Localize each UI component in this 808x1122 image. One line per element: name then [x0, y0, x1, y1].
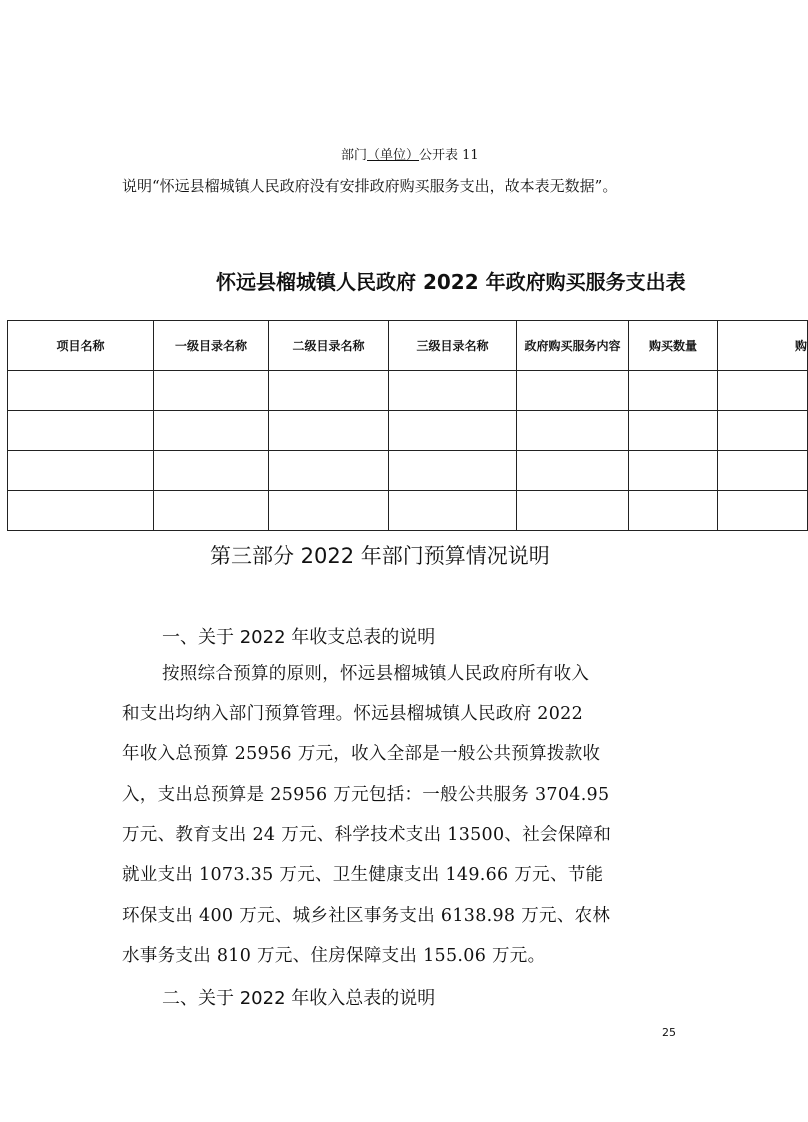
table-cell [629, 411, 718, 451]
table-cell [389, 411, 517, 451]
table-number-label [341, 144, 479, 163]
table-header-row [8, 321, 808, 371]
column-header: 三级目录名称 [389, 321, 517, 371]
table-cell [8, 411, 154, 451]
table-row [8, 451, 808, 491]
table-cell [718, 411, 808, 451]
table-row [8, 491, 808, 531]
header-suffix: 公开表 11 [419, 148, 479, 163]
column-header: 购买数量 [629, 321, 718, 371]
table-cell [269, 491, 389, 531]
table-cell [154, 371, 269, 411]
body-line: 环保支出 400 万元、城乡社区事务支出 6138.98 万元、农林 [122, 906, 611, 926]
table-cell [718, 371, 808, 411]
table-cell [8, 491, 154, 531]
table-cell [517, 451, 629, 491]
body-line: 和支出均纳入部门预算管理。怀远县榴城镇人民政府 2022 [122, 704, 583, 724]
table-cell [269, 371, 389, 411]
table-cell [269, 451, 389, 491]
table-cell [629, 371, 718, 411]
table-row [8, 371, 808, 411]
table-cell [718, 451, 808, 491]
purchase-services-table [7, 320, 808, 531]
table-cell [517, 491, 629, 531]
table-cell [389, 491, 517, 531]
column-header: 一级目录名称 [154, 321, 269, 371]
column-header: 购 [718, 321, 808, 371]
table-cell [154, 411, 269, 451]
body-line: 水事务支出 810 万元、住房保障支出 155.06 万元。 [122, 946, 546, 966]
table-row [8, 411, 808, 451]
table-cell [8, 371, 154, 411]
table-cell [718, 491, 808, 531]
body-line: 按照综合预算的原则，怀远县榴城镇人民政府所有收入 [162, 664, 590, 684]
column-header: 项目名称 [8, 321, 154, 371]
column-header: 政府购买服务内容 [517, 321, 629, 371]
header-unit: （单位） [367, 148, 420, 163]
body-line: 万元、教育支出 24 万元、科学技术支出 13500、社会保障和 [122, 825, 612, 845]
body-line: 年收入总预算 25956 万元，收入全部是一般公共预算拨款收 [122, 744, 601, 764]
table-cell [154, 451, 269, 491]
section-one-heading: 一、关于 2022 年收支总表的说明 [162, 627, 436, 648]
table-cell [389, 371, 517, 411]
table-cell [517, 371, 629, 411]
column-header: 二级目录名称 [269, 321, 389, 371]
table-cell [154, 491, 269, 531]
body-line: 就业支出 1073.35 万元、卫生健康支出 149.66 万元、节能 [122, 865, 604, 885]
table-cell [389, 451, 517, 491]
header-prefix: 部门 [341, 148, 368, 163]
page-number: 25 [662, 1026, 676, 1039]
no-data-note: 说明“怀远县榴城镇人民政府没有安排政府购买服务支出，故本表无数据”。 [122, 177, 618, 195]
section-two-heading: 二、关于 2022 年收入总表的说明 [162, 988, 436, 1009]
table-cell [269, 411, 389, 451]
table-cell [629, 451, 718, 491]
table-cell [517, 411, 629, 451]
part-three-title: 第三部分 2022 年部门预算情况说明 [210, 544, 550, 568]
table-title: 怀远县榴城镇人民政府 2022 年政府购买服务支出表 [216, 270, 686, 294]
table-cell [629, 491, 718, 531]
table-cell [8, 451, 154, 491]
body-line: 入，支出总预算是 25956 万元包括：一般公共服务 3704.95 [122, 785, 610, 805]
